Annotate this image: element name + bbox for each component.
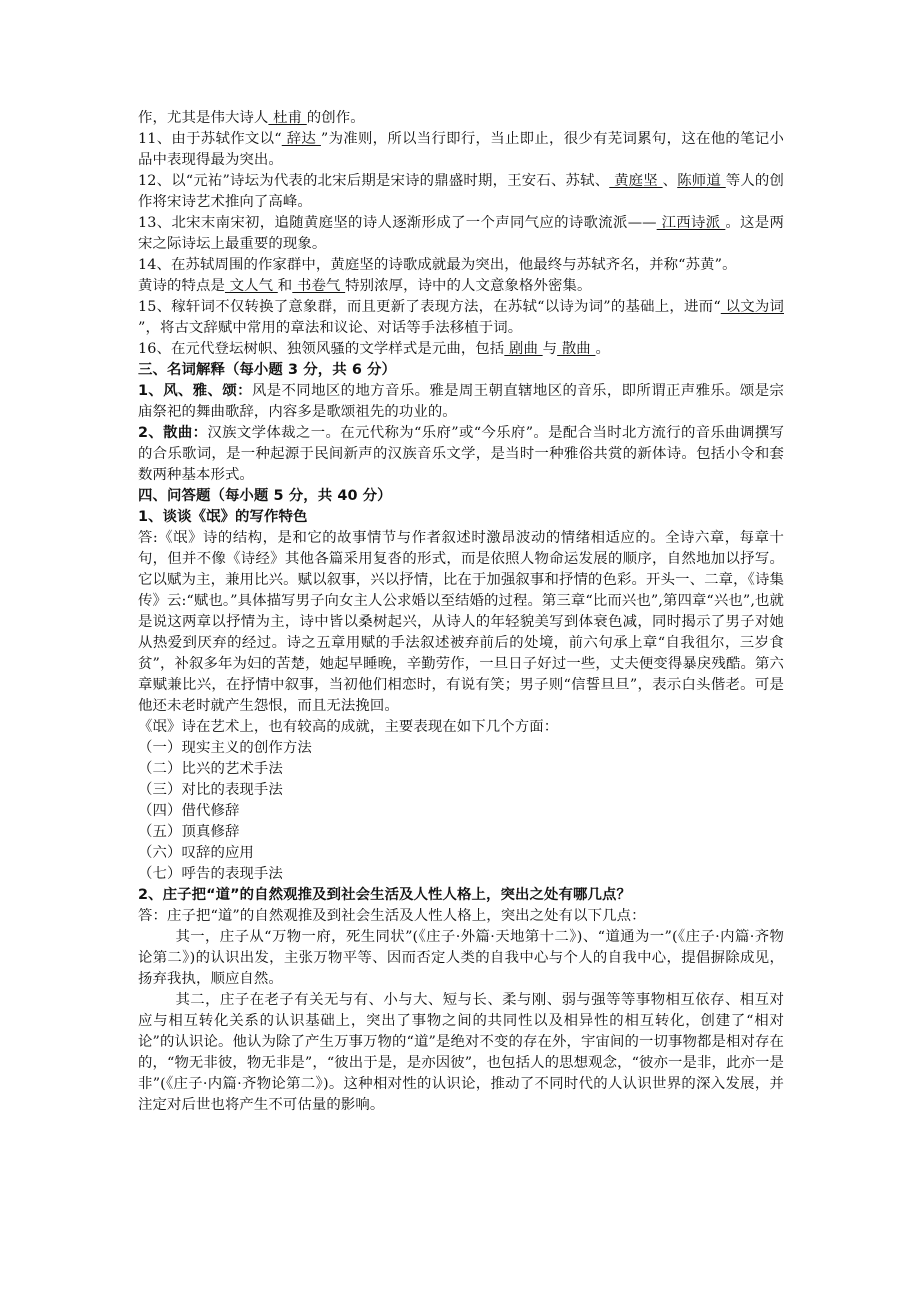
list-item: （一）现实主义的创作方法 — [138, 740, 312, 756]
answer-4-2-point-1: 其一，庄子从“万物一府，死生同状”(《庄子·外篇·天地第十二》)、“道通为一”(《庄子·内篇·齐物论第二》)的认识出发，主张万物平等、因而否定人类的自我中心与个人的自我中心，提倡摒除成见，扬弃我执，顺应自然。 — [138, 929, 784, 987]
answer-blank: 辞达 — [281, 131, 321, 147]
term-1-title: 1、风、雅、颂： — [138, 383, 252, 399]
question-16: 16、在元代登坛树帜、独领风骚的文学样式是元曲，包括 剧曲 与 散曲 。 — [138, 341, 610, 357]
question-4-2: 2、庄子把“道”的自然观推及到社会生活及人性人格上，突出之处有哪几点？ — [138, 887, 631, 903]
document-page — [138, 108, 784, 1116]
list-item: （三）对比的表现手法 — [138, 782, 283, 798]
answer-blank: 以文为词 — [720, 299, 784, 315]
section-4-heading: 四、问答题（每小题 5 分，共 40 分） — [138, 488, 392, 504]
answer-blank: 书卷气 — [292, 278, 346, 294]
list-item: （七）呼告的表现手法 — [138, 866, 283, 882]
term-2-title: 2、散曲： — [138, 425, 208, 441]
list-item: （二）比兴的艺术手法 — [138, 761, 283, 777]
answer-blank: 文人气 — [224, 278, 278, 294]
term-2 — [138, 423, 784, 486]
question-12: 12、以“元祐”诗坛为代表的北宋后期是宋诗的鼎盛时期，王安石、苏轼、 黄庭坚 、陈师道 等人的创作将宋诗艺术推向了高峰。 — [138, 173, 784, 210]
term-1 — [138, 381, 784, 423]
answer-4-2-point-2: 其二，庄子在老子有关无与有、小与大、短与长、柔与刚、弱与强等等事物相互依存、相互对应与相互转化关系的认识基础上，突出了事物之间的共同性以及相异性的相互转化，创建了“相对论”的认识论。他认为除了产生万事万物的“道”是绝对不变的存在外，宇宙间的一切事物都是相对存在的，“物无非彼，物无非是”，“彼出于是，是亦因彼”，也包括人的思想观念，“彼亦一是非，此亦一是非”(《庄子·内篇·齐物论第二》)。这种相对性的认识论，推动了不同时代的人认识世界的深入发展，并注定对后世也将产生不可估量的影响。 — [138, 992, 784, 1113]
answer-blank: 江西诗派 — [656, 215, 726, 231]
list-item: （六）叹辞的应用 — [138, 845, 254, 861]
list-item: （四）借代修辞 — [138, 803, 240, 819]
answer-blank: 剧曲 — [504, 341, 543, 357]
question-15: 15、稼轩词不仅转换了意象群，而且更新了表现方法，在苏轼“以诗为词”的基础上，进而“ 以文为词 ”，将古文辞赋中常用的章法和议论、对话等手法移植于词。 — [138, 299, 784, 336]
term-1-definition: 风是不同地区的地方音乐。雅是周王朝直辖地区的音乐，即所谓正声雅乐。颂是宗庙祭祀的舞曲歌辞，内容多是歌颂祖先的功业的。 — [138, 383, 784, 420]
answer-4-1: 答:《氓》诗的结构，是和它的故事情节与作者叙述时激昂波动的情绪相适应的。全诗六章，每章十句，但并不像《诗经》其他各篇采用复沓的形式，而是依照人物命运发展的顺序，自然地加以抒写。它以赋为主，兼用比兴。赋以叙事，兴以抒情，比在于加强叙事和抒情的色彩。开头一、二章，《诗集传》云:“赋也。”具体描写男子向女主人公求婚以至结婚的过程。第三章“比而兴也”,第四章“兴也”,也就是说这两章以抒情为主，诗中皆以桑树起兴，从诗人的年轻貌美写到体衰色减，同时揭示了男子对她从热爱到厌弃的经过。诗之五章用赋的手法叙述被弃前后的处境，前六句承上章“自我徂尔，三岁食贫”，补叙多年为妇的苦楚，她起早睡晚，辛勤劳作，一旦日子好过一些，丈夫便变得暴戾残酷。第六章赋兼比兴，在抒情中叙事，当初他们相恋时，有说有笑；男子则“信誓旦旦”，表示白头偕老。可是他还未老时就产生怨恨，而且无法挽回。 — [138, 530, 784, 714]
answer-4-1-summary: 《氓》诗在艺术上，也有较高的成就，主要表现在如下几个方面： — [138, 719, 559, 735]
question-4-1: 1、谈谈《氓》的写作特色 — [138, 509, 308, 525]
list-item: （五）顶真修辞 — [138, 824, 240, 840]
question-14: 14、在苏轼周围的作家群中，黄庭坚的诗歌成就最为突出，他最终与苏轼齐名，并称“苏黄”。 — [138, 257, 737, 273]
answer-4-2: 答：庄子把“道”的自然观推及到社会生活及人性人格上，突出之处有以下几点： — [138, 908, 646, 924]
question-11: 11、由于苏轼作文以“ 辞达 ”为准则，所以当行即行，当止即止，很少有芜词累句，这在他的笔记小品中表现得最为突出。 — [138, 131, 784, 168]
answer-blank: 黄庭坚 — [609, 173, 663, 189]
fill-line-0: 作，尤其是伟大诗人 杜甫 的创作。 — [138, 110, 365, 126]
answer-blank: 散曲 — [557, 341, 596, 357]
question-13: 13、北宋末南宋初，追随黄庭坚的诗人逐渐形成了一个声同气应的诗歌流派—— 江西诗派 。这是两宋之际诗坛上最重要的现象。 — [138, 215, 784, 252]
feature-list — [138, 738, 784, 885]
question-14-continued: 黄诗的特点是 文人气 和 书卷气 特别浓厚，诗中的人文意象格外密集。 — [138, 278, 592, 294]
term-2-definition: 汉族文学体裁之一。在元代称为“乐府”或“今乐府”。是配合当时北方流行的音乐曲调撰写的合乐歌词，是一种起源于民间新声的汉族音乐文学，是当时一种雅俗共赏的新体诗。包括小令和套数两种基本形式。 — [138, 425, 785, 483]
answer-blank: 杜甫 — [268, 110, 307, 126]
section-3-heading: 三、名词解释（每小题 3 分，共 6 分） — [138, 362, 397, 378]
answer-blank: 陈师道 — [677, 173, 726, 189]
